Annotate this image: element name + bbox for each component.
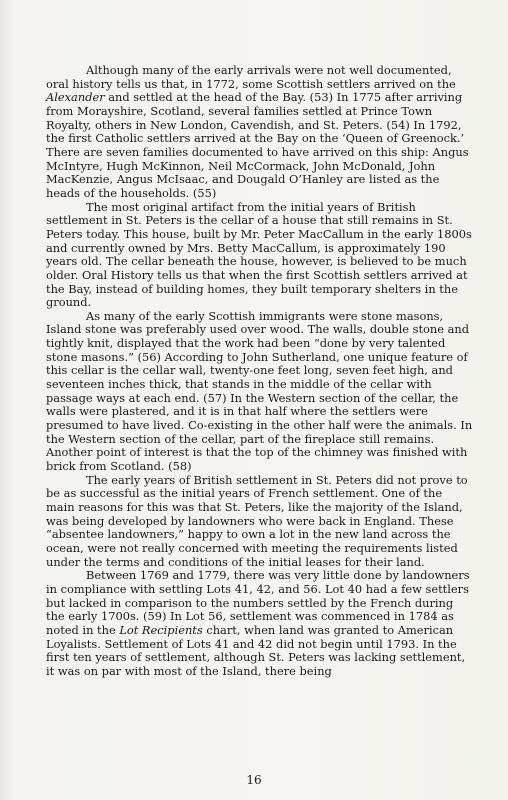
paragraph-4-text: The early years of British settlement in St. Peters did not prove to be as successful as the initial years of French settlement. One of the main reasons for this was that St. Peters, like the majority of the Island, was being developed by landowners who were back in England. These “absentee landowners,” happy to own a lot in the new land across the ocean, were not really concerned with meeting the requirements listed under the terms and conditions of the initial leases for their land. (46, 472, 468, 569)
paragraph-4 (46, 474, 474, 570)
paragraph-1 (46, 64, 474, 201)
paragraph-5 (46, 569, 474, 678)
paragraph-2-text: The most original artifact from the initial years of British settlement in St. Peters is the cellar of a house that still remains in St. Peters today. This house, built by Mr. Peter MacCallum in the early 1800s and currently owned by Mrs. Betty MacCallum, is approximately 190 years old. The cellar beneath the house, however, is believed to be much older. Oral History tells us that when the first Scottish settlers arrived at the Bay, instead of building homes, they built temporary shelters in the ground. (46, 199, 472, 310)
body-text (46, 64, 474, 679)
paragraph-1-text-a: Although many of the early arrivals were not well documented, oral history tells us that, in 1772, some Scottish settlers arrived on the (46, 63, 456, 91)
paragraph-3 (46, 310, 474, 474)
ship-name-alexander: Alexander (46, 90, 105, 105)
paragraph-5-text-b: chart, when land was granted to American Loyalists. Settlement of Lots 41 and 42 did not begin until 1793. In the first ten years of settlement, although St. Peters was lacking settlement, it was on par with most of the Island, there being (46, 622, 466, 678)
paragraph-2 (46, 201, 474, 310)
page-number: 16 (246, 773, 262, 787)
paragraph-3-text: As many of the early Scottish immigrants were stone masons, Island stone was preferably used over wood. The walls, double stone and tightly knit, displayed that the work had been “done by very talented stone masons.” (56) According to John Sutherland, one unique feature of this cellar is the cellar wall, twenty-one feet long, seven feet high, and seventeen inches thick, that stands in the middle of the cellar with passage ways at each end. (57) In the Western section of the cellar, the walls were plastered, and it is in that half where the settlers were presumed to have lived. Co-existing in the other half were the animals. In the Western section of the cellar, part of the fireplace still remains. Another point of interest is that the top of the chimney was finished with brick from Scotland. (58) (46, 308, 473, 474)
lot-recipients-title: Lot Recipients (119, 622, 203, 637)
paragraph-5-text-a: Between 1769 and 1779, there was very little done by landowners in compliance with settling Lots 41, 42, and 56. Lot 40 had a few settlers but lacked in comparison to the numbers settled by the French during the early 1700s. (59) In Lot 56, settlement was commenced in 1784 as noted in the (46, 568, 470, 637)
paragraph-1-text-b: and settled at the head of the Bay. (53) In 1775 after arriving from Morayshire, Scotland, several families settled at Prince Town Royalty, others in New London, Cavendish, and St. Peters. (54) In 1792, the first Catholic settlers arrived at the Bay on the ‘Queen of Greenock.’ There are seven families documented to have arrived on this ship: Angus McIntyre, Hugh McKinnon, Neil McCormack, John McDonald, John MacKenzie, Angus McIsaac, and Dougald O’Hanley are listed as the heads of the households. (55) (46, 90, 469, 200)
